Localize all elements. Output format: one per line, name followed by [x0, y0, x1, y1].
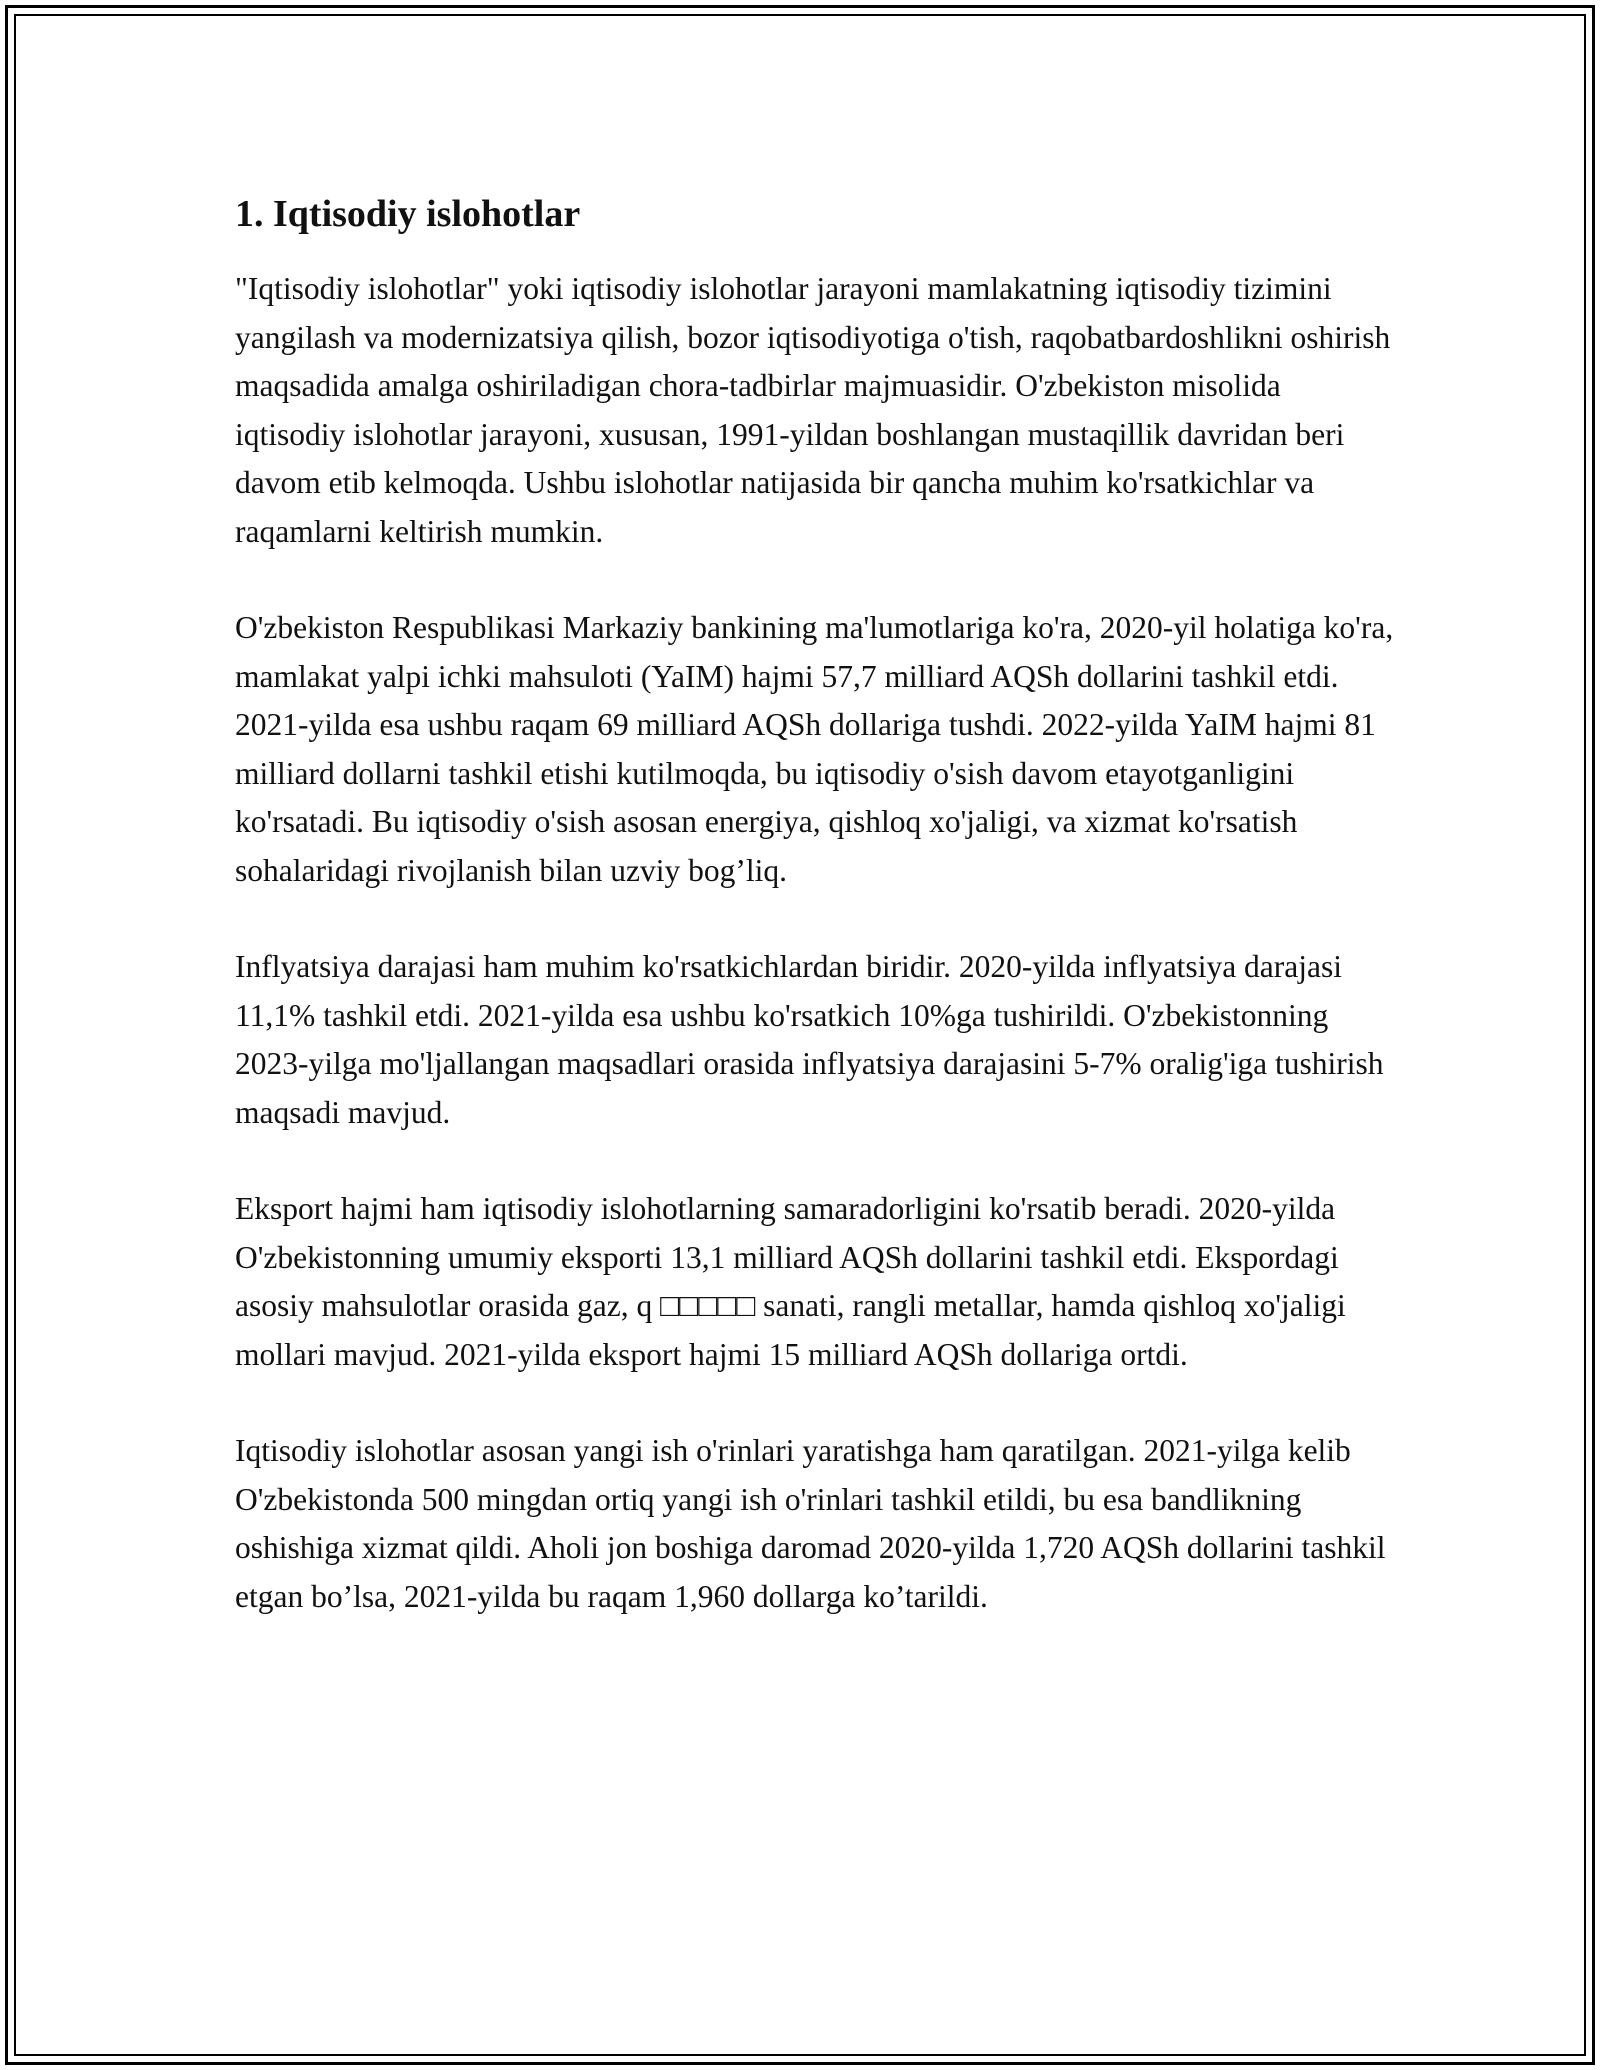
paragraph-inflation: Inflyatsiya darajasi ham muhim ko'rsatkichlardan biridir. 2020-yilda inflyatsiya darajasi 11,1% tashkil etdi. 2021-yilda esa ushbu ko'rsatkich 10%ga tushirildi. O'zbekistonning 2023-yilga mo'ljallangan maqsadlari orasida inflyatsiya darajasini 5-7% oralig'iga tushirish maqsadi mavjud. — [235, 949, 1384, 1130]
section-heading: 1. Iqtisodiy islohotlar — [235, 193, 581, 235]
paragraph-employment: Iqtisodiy islohotlar asosan yangi ish o'rinlari yaratishga ham qaratilgan. 2021-yilga kelib O'zbekistonda 500 mingdan ortiq yangi ish o'rinlari tashkil etildi, bu esa bandlikning oshishiga xizmat qildi. Aholi jon boshiga daromad 2020-yilda 1,720 AQSh dollarini tashkil etgan bo’lsa, 2021-yilda bu raqam 1,960 dollarga ko’tarildi. — [235, 1433, 1386, 1614]
paragraph-export: Eksport hajmi ham iqtisodiy islohotlarning samaradorligini ko'rsatib beradi. 2020-yilda O'zbekistonning umumiy eksporti 13,1 milliard AQSh dollarini tashkil etdi. Ekspordagi asosiy mahsulotlar orasida gaz, q □□□□□ sanati, rangli metallar, hamda qishloq xo'jaligi mollari mavjud. 2021-yilda eksport hajmi 15 milliard AQSh dollariga ortdi. — [235, 1191, 1346, 1372]
paragraph-intro: "Iqtisodiy islohotlar" yoki iqtisodiy islohotlar jarayoni mamlakatning iqtisodiy tizimini yangilash va modernizatsiya qilish, bozor iqtisodiyotiga o'tish, raqobatbardoshlikni oshirish maqsadida amalga oshiriladigan chora-tadbirlar majmuasidir. O'zbekiston misolida iqtisodiy islohotlar jarayoni, xususan, 1991-yildan boshlangan mustaqillik davridan beri davom etib kelmoqda. Ushbu islohotlar natijasida bir qancha muhim ko'rsatkichlar va raqamlarni keltirish mumkin. — [235, 271, 1391, 549]
document-body — [235, 185, 1395, 1621]
paragraph-gdp: O'zbekiston Respublikasi Markaziy bankining ma'lumotlariga ko'ra, 2020-yil holatiga ko'ra, mamlakat yalpi ichki mahsuloti (YaIM) hajmi 57,7 milliard AQSh dollarini tashkil etdi. 2021-yilda esa ushbu raqam 69 milliard AQSh dollariga tushdi. 2022-yilda YaIM hajmi 81 milliard dollarni tashkil etishi kutilmoqda, bu iqtisodiy o'sish davom etayotganligini ko'rsatadi. Bu iqtisodiy o'sish asosan energiya, qishloq xo'jaligi, va xizmat ko'rsatish sohalaridagi rivojlanish bilan uzviy bog’liq. — [235, 610, 1394, 888]
